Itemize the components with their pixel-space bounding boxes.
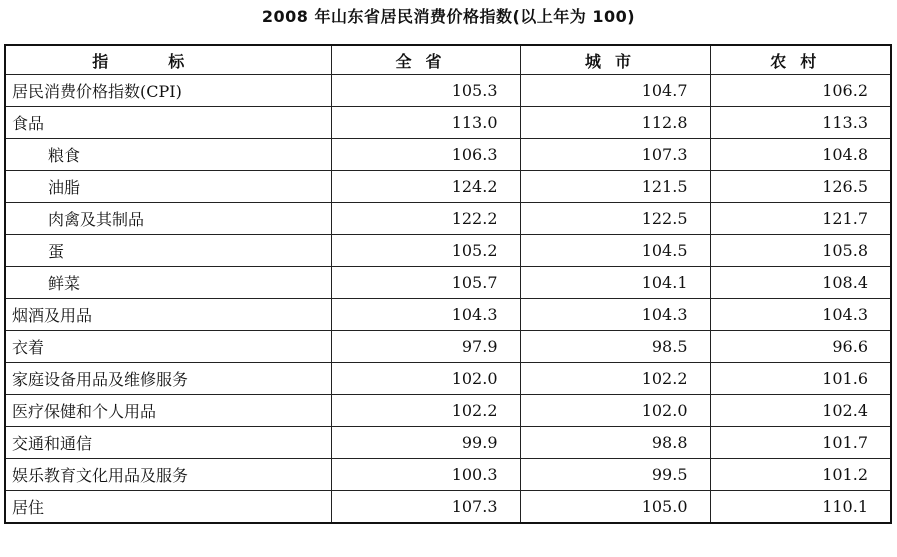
row-label: 交通和通信 [5, 427, 331, 459]
province-value: 107.3 [331, 491, 520, 524]
city-value: 105.0 [520, 491, 710, 524]
rural-value: 113.3 [710, 107, 891, 139]
rural-value: 105.8 [710, 235, 891, 267]
row-label: 肉禽及其制品 [5, 203, 331, 235]
province-value: 102.0 [331, 363, 520, 395]
province-value: 106.3 [331, 139, 520, 171]
row-label: 油脂 [5, 171, 331, 203]
table-row [5, 235, 891, 267]
province-value: 104.3 [331, 299, 520, 331]
city-value: 104.7 [520, 75, 710, 107]
row-label: 衣着 [5, 331, 331, 363]
row-label: 娱乐教育文化用品及服务 [5, 459, 331, 491]
province-value: 105.3 [331, 75, 520, 107]
city-value: 107.3 [520, 139, 710, 171]
rural-value: 96.6 [710, 331, 891, 363]
rural-value: 106.2 [710, 75, 891, 107]
row-label: 蛋 [5, 235, 331, 267]
city-value: 102.2 [520, 363, 710, 395]
city-value: 104.3 [520, 299, 710, 331]
row-label: 居住 [5, 491, 331, 524]
city-value: 122.5 [520, 203, 710, 235]
row-label: 居民消费价格指数(CPI) [5, 75, 331, 107]
table-row [5, 395, 891, 427]
rural-value: 101.6 [710, 363, 891, 395]
table-row [5, 75, 891, 107]
table-row [5, 459, 891, 491]
table-row [5, 363, 891, 395]
header-row [5, 45, 891, 75]
header-rural: 农村 [710, 45, 891, 75]
header-province: 全省 [331, 45, 520, 75]
table-row [5, 299, 891, 331]
rural-value: 104.8 [710, 139, 891, 171]
province-value: 102.2 [331, 395, 520, 427]
header-indicator: 指标 [5, 45, 331, 75]
table-row [5, 427, 891, 459]
row-label: 鲜菜 [5, 267, 331, 299]
province-value: 113.0 [331, 107, 520, 139]
rural-value: 102.4 [710, 395, 891, 427]
province-value: 99.9 [331, 427, 520, 459]
table-row [5, 491, 891, 524]
city-value: 121.5 [520, 171, 710, 203]
city-value: 102.0 [520, 395, 710, 427]
row-label: 家庭设备用品及维修服务 [5, 363, 331, 395]
city-value: 104.5 [520, 235, 710, 267]
table-row [5, 107, 891, 139]
province-value: 105.2 [331, 235, 520, 267]
rural-value: 101.2 [710, 459, 891, 491]
table-row [5, 203, 891, 235]
table-row [5, 267, 891, 299]
cpi-table [4, 44, 892, 524]
province-value: 105.7 [331, 267, 520, 299]
city-value: 98.5 [520, 331, 710, 363]
province-value: 100.3 [331, 459, 520, 491]
row-label: 粮食 [5, 139, 331, 171]
row-label: 医疗保健和个人用品 [5, 395, 331, 427]
city-value: 98.8 [520, 427, 710, 459]
row-label: 烟酒及用品 [5, 299, 331, 331]
header-city: 城市 [520, 45, 710, 75]
rural-value: 104.3 [710, 299, 891, 331]
province-value: 97.9 [331, 331, 520, 363]
table-row [5, 139, 891, 171]
province-value: 122.2 [331, 203, 520, 235]
city-value: 99.5 [520, 459, 710, 491]
table-row [5, 171, 891, 203]
rural-value: 110.1 [710, 491, 891, 524]
rural-value: 101.7 [710, 427, 891, 459]
rural-value: 121.7 [710, 203, 891, 235]
city-value: 112.8 [520, 107, 710, 139]
rural-value: 126.5 [710, 171, 891, 203]
province-value: 124.2 [331, 171, 520, 203]
row-label: 食品 [5, 107, 331, 139]
city-value: 104.1 [520, 267, 710, 299]
table-row [5, 331, 891, 363]
rural-value: 108.4 [710, 267, 891, 299]
table-title: 2008 年山东省居民消费价格指数(以上年为 100) [261, 7, 636, 26]
